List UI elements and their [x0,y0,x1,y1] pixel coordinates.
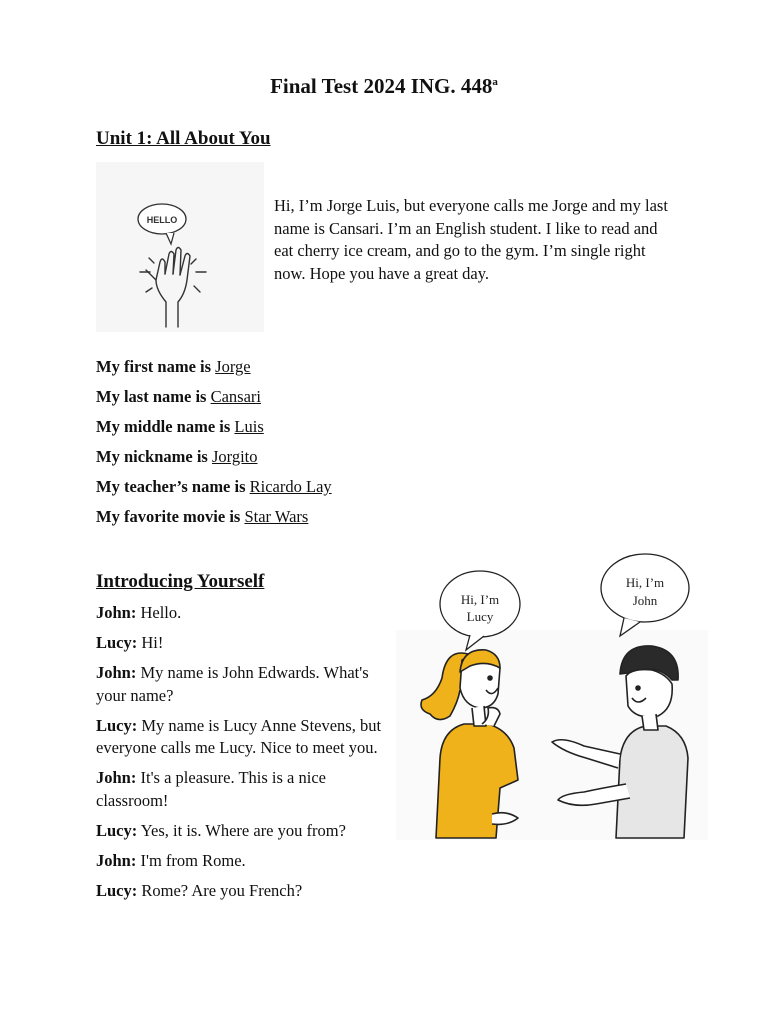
dialog-line [96,850,386,873]
dialog-heading: Introducing Yourself [96,571,265,592]
john-bubble-line1: Hi, I’m [625,575,665,590]
speaker: John: [96,663,137,682]
field-label: My middle name is [96,417,231,436]
lucy-bubble-line2: Lucy [466,609,494,624]
personal-info-list [96,355,332,535]
field-middle-name [96,415,332,445]
field-first-name [96,355,332,385]
unit-heading: Unit 1: All About You [96,128,271,149]
intro-paragraph: Hi, I’m Jorge Luis, but everyone calls me Jorge and my last name is Cansari. I’m an English student. I like to read and eat cherry ice cream, and go to the gym. I’m single right now. Hope you have a great day. [274,196,668,283]
speaker: John: [96,603,137,622]
field-value: Jorge [215,357,251,376]
dialog-list [96,602,386,910]
field-label: My last name is [96,387,207,406]
speaker: Lucy: [96,715,138,735]
field-label: My first name is [96,357,212,376]
dialog-line [96,715,386,760]
hello-bubble-text: HELLO [146,215,178,225]
speaker: Lucy: [96,880,138,900]
dialog-text: I'm from Rome. [140,850,246,870]
dialog-text: My name is Lucy Anne Stevens, but everyone calls me Lucy. Nice to meet you. [96,715,382,757]
field-value: Star Wars [244,507,309,526]
speaker: John: [96,850,137,870]
dialog-text: Rome? Are you French? [141,880,303,900]
dialog-text: Hello. [140,603,182,622]
dialog-text: My name is John Edwards. What's your name? [96,663,369,705]
field-teacher-name [96,475,332,505]
dialog-line [96,767,386,812]
dialog-line [96,880,386,903]
speaker: Lucy: [96,633,138,652]
dialog-text: Hi! [141,633,164,652]
title-superscript: a [492,76,498,88]
field-last-name [96,385,332,415]
lucy-john-illustration [396,548,708,840]
field-value: Ricardo Lay [249,477,332,496]
lucy-bubble-line1: Hi, I’m [460,592,500,607]
field-value: Cansari [210,387,261,406]
field-value: Jorgito [211,447,258,466]
dialog-line [96,820,386,843]
field-label: My nickname is [96,447,208,466]
speaker: Lucy: [96,820,138,840]
dialog-text: It's a pleasure. This is a nice classroom! [96,768,326,810]
john-bubble-line2: John [632,593,658,608]
illustration-background [96,162,264,332]
field-favorite-movie [96,505,332,535]
dialog-line [96,662,386,707]
title-text: Final Test 2024 ING. 448 [270,74,493,98]
field-label: My teacher’s name is [96,477,246,496]
field-label: My favorite movie is [96,507,241,526]
page-title [0,74,768,99]
field-value: Luis [234,417,264,436]
field-nickname [96,445,332,475]
dialog-line [96,602,386,625]
hello-hand-illustration [96,162,264,332]
speaker: John: [96,768,137,787]
dialog-line [96,632,386,655]
dialog-text: Yes, it is. Where are you from? [140,820,346,840]
